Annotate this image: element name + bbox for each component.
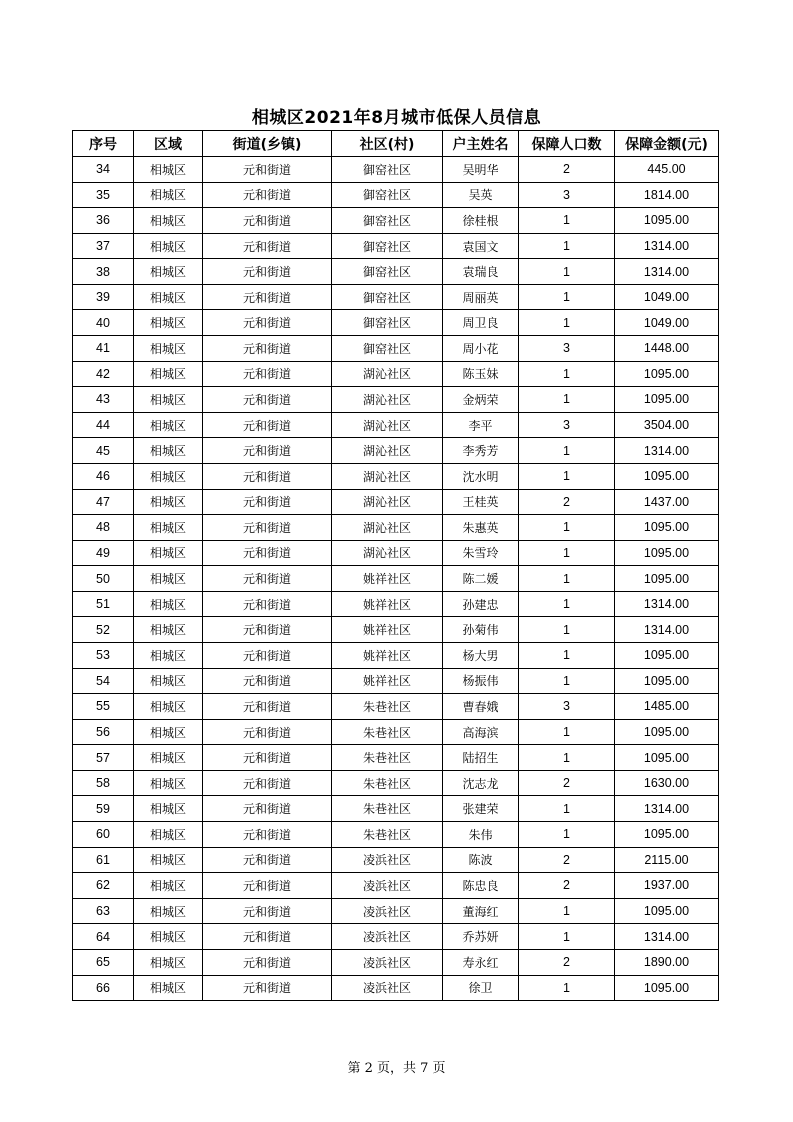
cell-householder: 陈二媛 <box>443 566 519 592</box>
cell-householder: 沈志龙 <box>443 770 519 796</box>
cell-index: 38 <box>73 259 134 285</box>
table-row <box>73 412 719 438</box>
cell-amount: 1095.00 <box>615 387 719 413</box>
cell-people-count: 1 <box>519 975 615 1001</box>
cell-index: 44 <box>73 412 134 438</box>
cell-street: 元和街道 <box>203 463 332 489</box>
cell-community: 御窑社区 <box>332 233 443 259</box>
cell-index: 48 <box>73 515 134 541</box>
table-row <box>73 924 719 950</box>
cell-street: 元和街道 <box>203 694 332 720</box>
cell-people-count: 1 <box>519 617 615 643</box>
cell-index: 51 <box>73 591 134 617</box>
cell-area: 相城区 <box>134 822 203 848</box>
cell-index: 60 <box>73 822 134 848</box>
cell-people-count: 2 <box>519 873 615 899</box>
cell-people-count: 1 <box>519 310 615 336</box>
cell-street: 元和街道 <box>203 770 332 796</box>
cell-area: 相城区 <box>134 387 203 413</box>
cell-amount: 1890.00 <box>615 949 719 975</box>
cell-community: 御窑社区 <box>332 182 443 208</box>
cell-amount: 1630.00 <box>615 770 719 796</box>
cell-community: 姚祥社区 <box>332 591 443 617</box>
cell-householder: 寿永红 <box>443 949 519 975</box>
cell-community: 御窑社区 <box>332 310 443 336</box>
cell-amount: 1314.00 <box>615 591 719 617</box>
cell-amount: 1095.00 <box>615 975 719 1001</box>
cell-community: 湖沁社区 <box>332 463 443 489</box>
cell-people-count: 1 <box>519 642 615 668</box>
cell-community: 凌浜社区 <box>332 873 443 899</box>
cell-community: 御窑社区 <box>332 259 443 285</box>
column-header-amount: 保障金额(元) <box>615 131 719 157</box>
cell-area: 相城区 <box>134 259 203 285</box>
cell-people-count: 1 <box>519 284 615 310</box>
cell-index: 55 <box>73 694 134 720</box>
cell-householder: 朱惠英 <box>443 515 519 541</box>
table-row <box>73 284 719 310</box>
table-row <box>73 591 719 617</box>
cell-householder: 高海滨 <box>443 719 519 745</box>
cell-area: 相城区 <box>134 668 203 694</box>
cell-amount: 2115.00 <box>615 847 719 873</box>
table-header-row <box>73 131 719 157</box>
cell-householder: 周卫良 <box>443 310 519 336</box>
cell-street: 元和街道 <box>203 745 332 771</box>
cell-amount: 1095.00 <box>615 361 719 387</box>
cell-community: 凌浜社区 <box>332 949 443 975</box>
cell-community: 凌浜社区 <box>332 924 443 950</box>
table-row <box>73 361 719 387</box>
cell-index: 41 <box>73 336 134 362</box>
cell-householder: 李平 <box>443 412 519 438</box>
cell-people-count: 1 <box>519 515 615 541</box>
table-row <box>73 975 719 1001</box>
cell-people-count: 3 <box>519 412 615 438</box>
cell-householder: 徐卫 <box>443 975 519 1001</box>
cell-householder: 杨振伟 <box>443 668 519 694</box>
cell-index: 46 <box>73 463 134 489</box>
cell-index: 49 <box>73 540 134 566</box>
cell-street: 元和街道 <box>203 387 332 413</box>
cell-street: 元和街道 <box>203 284 332 310</box>
cell-index: 53 <box>73 642 134 668</box>
cell-index: 62 <box>73 873 134 899</box>
data-table <box>72 130 719 1001</box>
cell-householder: 袁瑞良 <box>443 259 519 285</box>
cell-people-count: 1 <box>519 463 615 489</box>
cell-amount: 1314.00 <box>615 796 719 822</box>
cell-people-count: 3 <box>519 182 615 208</box>
table-row <box>73 642 719 668</box>
cell-area: 相城区 <box>134 182 203 208</box>
cell-street: 元和街道 <box>203 515 332 541</box>
cell-amount: 1095.00 <box>615 642 719 668</box>
cell-street: 元和街道 <box>203 566 332 592</box>
cell-area: 相城区 <box>134 157 203 183</box>
table-row <box>73 719 719 745</box>
cell-community: 湖沁社区 <box>332 489 443 515</box>
cell-area: 相城区 <box>134 336 203 362</box>
cell-index: 43 <box>73 387 134 413</box>
cell-street: 元和街道 <box>203 259 332 285</box>
cell-amount: 1485.00 <box>615 694 719 720</box>
cell-area: 相城区 <box>134 412 203 438</box>
cell-amount: 1095.00 <box>615 719 719 745</box>
cell-householder: 乔苏妍 <box>443 924 519 950</box>
table-row <box>73 310 719 336</box>
cell-people-count: 1 <box>519 540 615 566</box>
cell-community: 湖沁社区 <box>332 438 443 464</box>
table-row <box>73 770 719 796</box>
cell-street: 元和街道 <box>203 924 332 950</box>
cell-index: 34 <box>73 157 134 183</box>
cell-area: 相城区 <box>134 642 203 668</box>
cell-householder: 张建荣 <box>443 796 519 822</box>
cell-householder: 曹春娥 <box>443 694 519 720</box>
cell-area: 相城区 <box>134 949 203 975</box>
cell-street: 元和街道 <box>203 310 332 336</box>
cell-people-count: 1 <box>519 208 615 234</box>
cell-area: 相城区 <box>134 796 203 822</box>
column-header-householder: 户主姓名 <box>443 131 519 157</box>
cell-community: 朱巷社区 <box>332 770 443 796</box>
cell-community: 凌浜社区 <box>332 847 443 873</box>
cell-householder: 陈忠良 <box>443 873 519 899</box>
table-row <box>73 387 719 413</box>
cell-area: 相城区 <box>134 284 203 310</box>
cell-amount: 1814.00 <box>615 182 719 208</box>
cell-street: 元和街道 <box>203 668 332 694</box>
cell-householder: 陈波 <box>443 847 519 873</box>
cell-people-count: 1 <box>519 668 615 694</box>
cell-people-count: 2 <box>519 949 615 975</box>
cell-amount: 1095.00 <box>615 566 719 592</box>
cell-area: 相城区 <box>134 873 203 899</box>
cell-community: 湖沁社区 <box>332 540 443 566</box>
cell-amount: 1095.00 <box>615 208 719 234</box>
table-row <box>73 822 719 848</box>
cell-community: 御窑社区 <box>332 157 443 183</box>
cell-people-count: 1 <box>519 438 615 464</box>
cell-index: 37 <box>73 233 134 259</box>
cell-community: 御窑社区 <box>332 284 443 310</box>
table-row <box>73 566 719 592</box>
cell-amount: 1049.00 <box>615 284 719 310</box>
cell-amount: 1314.00 <box>615 924 719 950</box>
cell-street: 元和街道 <box>203 157 332 183</box>
table-row <box>73 259 719 285</box>
cell-community: 湖沁社区 <box>332 515 443 541</box>
column-header-index: 序号 <box>73 131 134 157</box>
cell-community: 朱巷社区 <box>332 694 443 720</box>
cell-index: 64 <box>73 924 134 950</box>
cell-area: 相城区 <box>134 591 203 617</box>
table-row <box>73 745 719 771</box>
cell-area: 相城区 <box>134 975 203 1001</box>
cell-area: 相城区 <box>134 361 203 387</box>
cell-area: 相城区 <box>134 617 203 643</box>
cell-amount: 1095.00 <box>615 463 719 489</box>
cell-householder: 朱伟 <box>443 822 519 848</box>
cell-area: 相城区 <box>134 924 203 950</box>
cell-people-count: 1 <box>519 898 615 924</box>
table-row <box>73 540 719 566</box>
table-row <box>73 873 719 899</box>
table-row <box>73 463 719 489</box>
cell-householder: 杨大男 <box>443 642 519 668</box>
cell-householder: 周小花 <box>443 336 519 362</box>
cell-householder: 徐桂根 <box>443 208 519 234</box>
cell-area: 相城区 <box>134 489 203 515</box>
cell-people-count: 1 <box>519 361 615 387</box>
table-row <box>73 847 719 873</box>
cell-street: 元和街道 <box>203 489 332 515</box>
cell-community: 姚祥社区 <box>332 668 443 694</box>
cell-people-count: 2 <box>519 847 615 873</box>
cell-index: 47 <box>73 489 134 515</box>
cell-householder: 朱雪玲 <box>443 540 519 566</box>
table-row <box>73 157 719 183</box>
cell-amount: 1314.00 <box>615 259 719 285</box>
cell-index: 35 <box>73 182 134 208</box>
cell-amount: 1095.00 <box>615 540 719 566</box>
cell-householder: 李秀芳 <box>443 438 519 464</box>
cell-index: 65 <box>73 949 134 975</box>
table-row <box>73 949 719 975</box>
cell-street: 元和街道 <box>203 182 332 208</box>
cell-area: 相城区 <box>134 898 203 924</box>
cell-index: 58 <box>73 770 134 796</box>
cell-area: 相城区 <box>134 566 203 592</box>
cell-householder: 王桂英 <box>443 489 519 515</box>
table-row <box>73 694 719 720</box>
cell-area: 相城区 <box>134 540 203 566</box>
table-row <box>73 233 719 259</box>
table-row <box>73 489 719 515</box>
cell-street: 元和街道 <box>203 617 332 643</box>
table-row <box>73 515 719 541</box>
cell-people-count: 1 <box>519 924 615 950</box>
cell-community: 御窑社区 <box>332 208 443 234</box>
table-body <box>73 157 719 1001</box>
cell-amount: 1314.00 <box>615 617 719 643</box>
column-header-community: 社区(村) <box>332 131 443 157</box>
cell-people-count: 1 <box>519 259 615 285</box>
cell-people-count: 1 <box>519 591 615 617</box>
cell-index: 54 <box>73 668 134 694</box>
cell-people-count: 1 <box>519 566 615 592</box>
cell-householder: 吴英 <box>443 182 519 208</box>
cell-area: 相城区 <box>134 208 203 234</box>
cell-index: 63 <box>73 898 134 924</box>
cell-community: 凌浜社区 <box>332 975 443 1001</box>
cell-people-count: 2 <box>519 489 615 515</box>
table-row <box>73 668 719 694</box>
cell-community: 湖沁社区 <box>332 412 443 438</box>
cell-street: 元和街道 <box>203 438 332 464</box>
cell-index: 36 <box>73 208 134 234</box>
cell-community: 朱巷社区 <box>332 719 443 745</box>
cell-area: 相城区 <box>134 438 203 464</box>
table-row <box>73 182 719 208</box>
cell-community: 朱巷社区 <box>332 745 443 771</box>
table-row <box>73 617 719 643</box>
cell-street: 元和街道 <box>203 873 332 899</box>
cell-street: 元和街道 <box>203 975 332 1001</box>
page-title: 相城区2021年8月城市低保人员信息 <box>251 108 542 128</box>
cell-index: 59 <box>73 796 134 822</box>
cell-amount: 1095.00 <box>615 668 719 694</box>
cell-amount: 1437.00 <box>615 489 719 515</box>
cell-index: 42 <box>73 361 134 387</box>
table-row <box>73 898 719 924</box>
cell-index: 56 <box>73 719 134 745</box>
cell-street: 元和街道 <box>203 540 332 566</box>
cell-street: 元和街道 <box>203 412 332 438</box>
cell-people-count: 1 <box>519 745 615 771</box>
cell-area: 相城区 <box>134 694 203 720</box>
cell-community: 湖沁社区 <box>332 361 443 387</box>
table-row <box>73 438 719 464</box>
cell-householder: 陆招生 <box>443 745 519 771</box>
column-header-people-count: 保障人口数 <box>519 131 615 157</box>
cell-people-count: 1 <box>519 387 615 413</box>
cell-people-count: 2 <box>519 770 615 796</box>
cell-index: 52 <box>73 617 134 643</box>
page-footer: 第 2 页，共 7 页 <box>347 1061 446 1076</box>
cell-amount: 1095.00 <box>615 822 719 848</box>
cell-street: 元和街道 <box>203 719 332 745</box>
cell-street: 元和街道 <box>203 822 332 848</box>
cell-people-count: 1 <box>519 233 615 259</box>
cell-street: 元和街道 <box>203 796 332 822</box>
cell-area: 相城区 <box>134 515 203 541</box>
cell-street: 元和街道 <box>203 233 332 259</box>
cell-street: 元和街道 <box>203 336 332 362</box>
cell-householder: 吴明华 <box>443 157 519 183</box>
cell-people-count: 3 <box>519 336 615 362</box>
cell-people-count: 1 <box>519 822 615 848</box>
cell-community: 朱巷社区 <box>332 822 443 848</box>
cell-area: 相城区 <box>134 745 203 771</box>
cell-community: 姚祥社区 <box>332 642 443 668</box>
cell-amount: 1937.00 <box>615 873 719 899</box>
cell-area: 相城区 <box>134 233 203 259</box>
cell-householder: 沈水明 <box>443 463 519 489</box>
cell-people-count: 1 <box>519 719 615 745</box>
table-row <box>73 336 719 362</box>
cell-index: 39 <box>73 284 134 310</box>
cell-community: 朱巷社区 <box>332 796 443 822</box>
cell-community: 姚祥社区 <box>332 617 443 643</box>
cell-amount: 3504.00 <box>615 412 719 438</box>
cell-index: 66 <box>73 975 134 1001</box>
cell-index: 45 <box>73 438 134 464</box>
cell-amount: 1095.00 <box>615 745 719 771</box>
cell-amount: 1049.00 <box>615 310 719 336</box>
cell-people-count: 2 <box>519 157 615 183</box>
cell-street: 元和街道 <box>203 642 332 668</box>
table-row <box>73 796 719 822</box>
cell-amount: 1095.00 <box>615 898 719 924</box>
cell-index: 40 <box>73 310 134 336</box>
cell-street: 元和街道 <box>203 361 332 387</box>
cell-street: 元和街道 <box>203 208 332 234</box>
cell-index: 61 <box>73 847 134 873</box>
cell-community: 姚祥社区 <box>332 566 443 592</box>
cell-street: 元和街道 <box>203 847 332 873</box>
cell-people-count: 3 <box>519 694 615 720</box>
cell-area: 相城区 <box>134 847 203 873</box>
cell-area: 相城区 <box>134 463 203 489</box>
cell-amount: 1448.00 <box>615 336 719 362</box>
cell-amount: 1314.00 <box>615 438 719 464</box>
cell-index: 50 <box>73 566 134 592</box>
cell-street: 元和街道 <box>203 898 332 924</box>
cell-amount: 445.00 <box>615 157 719 183</box>
cell-street: 元和街道 <box>203 591 332 617</box>
cell-community: 湖沁社区 <box>332 387 443 413</box>
table-row <box>73 208 719 234</box>
cell-community: 凌浜社区 <box>332 898 443 924</box>
cell-amount: 1314.00 <box>615 233 719 259</box>
cell-householder: 孙菊伟 <box>443 617 519 643</box>
cell-community: 御窑社区 <box>332 336 443 362</box>
column-header-street: 街道(乡镇) <box>203 131 332 157</box>
cell-householder: 金炳荣 <box>443 387 519 413</box>
cell-amount: 1095.00 <box>615 515 719 541</box>
column-header-area: 区域 <box>134 131 203 157</box>
cell-householder: 孙建忠 <box>443 591 519 617</box>
cell-householder: 董海红 <box>443 898 519 924</box>
cell-householder: 袁国文 <box>443 233 519 259</box>
cell-people-count: 1 <box>519 796 615 822</box>
cell-householder: 陈玉妹 <box>443 361 519 387</box>
cell-householder: 周丽英 <box>443 284 519 310</box>
cell-area: 相城区 <box>134 310 203 336</box>
cell-area: 相城区 <box>134 770 203 796</box>
cell-index: 57 <box>73 745 134 771</box>
cell-area: 相城区 <box>134 719 203 745</box>
cell-street: 元和街道 <box>203 949 332 975</box>
